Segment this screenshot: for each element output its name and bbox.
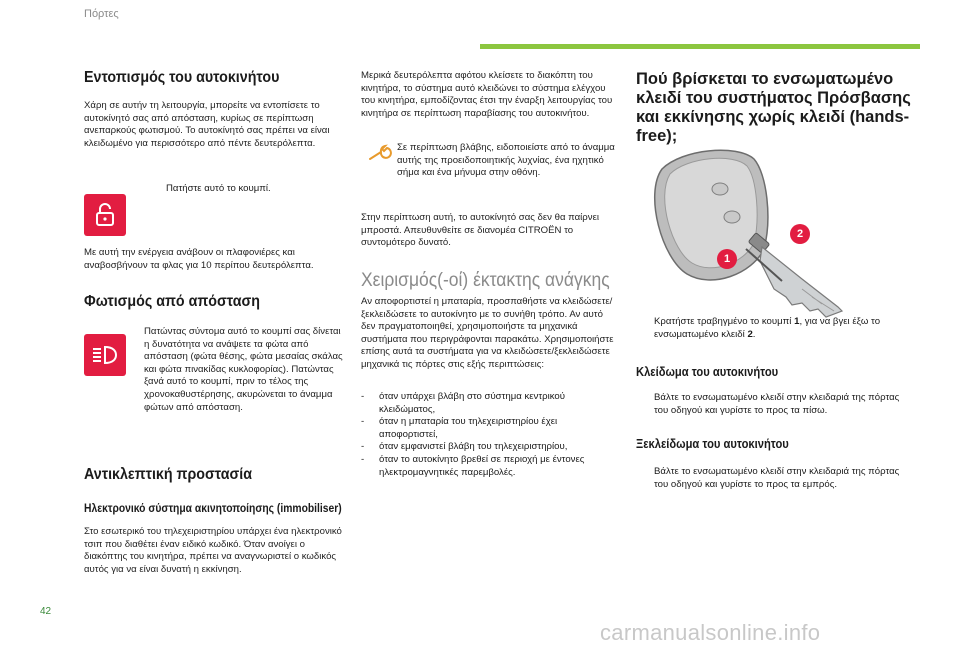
- watermark: carmanualsonline.info: [600, 620, 821, 645]
- callout-badge-2: 2: [790, 224, 810, 244]
- hands-free-key-title: Πού βρίσκεται το ενσωματωμένο κλειδί του συστήματος Πρόσβασης και εκκίνησης χωρίς κλειδί (hands-free);: [636, 70, 911, 145]
- bullet-text: Κρατήστε τραβηγμένο το κουμπί 1, για να βγει έξω το ενσωματωμένο κλειδί 2.: [654, 316, 881, 340]
- backup-text: Αν αποφορτιστεί η μπαταρία, προσπαθήστε να κλειδώσετε/ξεκλειδώσετε το αυτοκίνητο με το συνήθη τρόπο. Αν αυτό δεν πραγματοποιηθεί, χρησιμοποιήστε τα μηχανικά συστήματα που περιγράφονται παρακάτω. Χρησιμοποιήστε επίσης αυτά τα συστήματα για να κλειδώσετε/ξεκλειδώσετε μηχανικά τις πόρτες στις εξής περιπτώσεις:: [361, 296, 614, 370]
- immobiliser-subtitle: Ηλεκτρονικό σύστημα ακινητοποίησης (immobiliser): [84, 501, 342, 515]
- bullet-mark: [636, 466, 646, 491]
- bullet-text: Πατήστε αυτό το κουμπί.: [166, 183, 271, 194]
- dash-mark: -: [361, 453, 365, 465]
- callout-badge-1: 1: [717, 249, 737, 269]
- page-number: 42: [40, 606, 52, 617]
- bullet-mark: [148, 183, 158, 196]
- immobiliser-text: Μερικά δευτερόλεπτα αφότου κλείσετε το διακόπτη του κινητήρα, το σύστημα αυτό κλειδώνει το σύστημα ελέγχου του κινητήρα, εμποδίζοντας έτσι την έναρξη λειτουργίας του κινητήρα σε περίπτωση παραβίασης του αυτοκινήτου.: [361, 70, 613, 119]
- locating-text: Χάρη σε αυτήν τη λειτουργία, μπορείτε να εντοπίσετε το αυτοκίνητό σας από απόσταση, κυρίως σε περίπτωση ανεπαρκούς φωτισμού. Το αυτοκίνητό σας πρέπει να είναι κλειδωμένο για περισσότερο από πέντε δευτερόλεπτα.: [84, 100, 330, 149]
- immobiliser-text-2: Στην περίπτωση αυτή, το αυτοκίνητό σας δεν θα παίρνει μπροστά. Απευθυνθείτε σε διανομέα CITROËN το συντομότερο δυνατό.: [361, 212, 599, 249]
- warning-note: Σε περίπτωση βλάβης, ειδοποιείστε από το άναμμα αυτής της προειδοποιητικής λυχνίας, ένα ηχητικό σήμα και ένα μήνυμα στην οθόνη.: [397, 142, 615, 179]
- unlock-title: Ξεκλείδωμα του αυτοκινήτου: [636, 436, 789, 451]
- lock-title: Κλείδωμα του αυτοκινήτου: [636, 364, 779, 379]
- wrench-icon: [367, 144, 393, 170]
- breadcrumb: Πόρτες: [84, 8, 119, 20]
- list-item: [361, 454, 616, 479]
- key-release-bullet: [636, 316, 916, 341]
- bullet-text: Βάλτε το ενσωματωμένο κλειδί στην κλειδαριά της πόρτας του οδηγού και γυρίστε το προς τα εμπρός.: [654, 466, 900, 490]
- unlock-bullet: [636, 466, 916, 491]
- lock-bullet: [636, 392, 916, 417]
- bullet-mark: [636, 316, 646, 341]
- antitheft-text: Στο εσωτερικό του τηλεχειριστηρίου υπάρχει ένα ηλεκτρονικό τσιπ που διαθέτει έναν ειδικό κωδικό. Όταν ανοίγει ο διακόπτης του κινητήρα, πρέπει να αναγνωριστεί ο κωδικός αυτός για να είναι δυνατή η εκκίνηση.: [84, 526, 342, 575]
- list-item-text: όταν εμφανιστεί βλάβη του τηλεχειριστηρίου,: [379, 441, 568, 453]
- list-item: [361, 441, 616, 454]
- bullet-text: Βάλτε το ενσωματωμένο κλειδί στην κλειδαριά της πόρτας του οδηγού και γυρίστε το προς τα πίσω.: [654, 392, 900, 416]
- antitheft-title: Αντικλεπτική προστασία: [84, 466, 252, 483]
- list-item-text: όταν η μπαταρία του τηλεχειριστηρίου έχει αποφορτιστεί,: [379, 416, 558, 440]
- dash-mark: -: [361, 416, 365, 428]
- bullet-mark: [636, 392, 646, 417]
- section-accent-bar: [480, 44, 920, 49]
- list-item-text: όταν το αυτοκίνητο βρεθεί σε περιοχή με έντονες ηλεκτρομαγνητικές παρεμβολές.: [379, 453, 585, 478]
- locating-title: Εντοπισμός του αυτοκινήτου: [84, 69, 280, 86]
- lighting-text: Πατώντας σύντομα αυτό το κουμπί σας δίνεται η δυνατότητα να ανάψετε τα φώτα από απόσταση (φώτα θέσης, φώτα μεσαίας σκάλας και φώτα πινακίδας κυκλοφορίας). Πατώντας ξανά αυτό το κουμπί, πριν το τέλος της χρονοκαθυστέρησης, ακυρώνεται το άναμμα φώτων από απόσταση.: [144, 326, 343, 413]
- list-item: [361, 391, 616, 416]
- lighting-title: Φωτισμός από απόσταση: [84, 293, 260, 310]
- list-item-text: όταν υπάρχει βλάβη στο σύστημα κεντρικού κλειδώματος,: [379, 391, 565, 415]
- headlamp-icon: [84, 334, 126, 376]
- backup-cases-list: [361, 391, 616, 479]
- locating-bullet: [148, 183, 346, 196]
- dash-mark: -: [361, 441, 365, 453]
- locating-text-2: Με αυτή την ενέργεια ανάβουν οι πλαφονιέρες και αναβοσβήνουν τα φλας για 10 περίπου δευτερόλεπτα.: [84, 247, 314, 271]
- list-item: [361, 416, 616, 441]
- dash-mark: -: [361, 391, 365, 402]
- backup-title: Χειρισμός(-οί) έκτακτης ανάγκης: [361, 270, 610, 291]
- unlock-padlock-icon: [84, 194, 126, 236]
